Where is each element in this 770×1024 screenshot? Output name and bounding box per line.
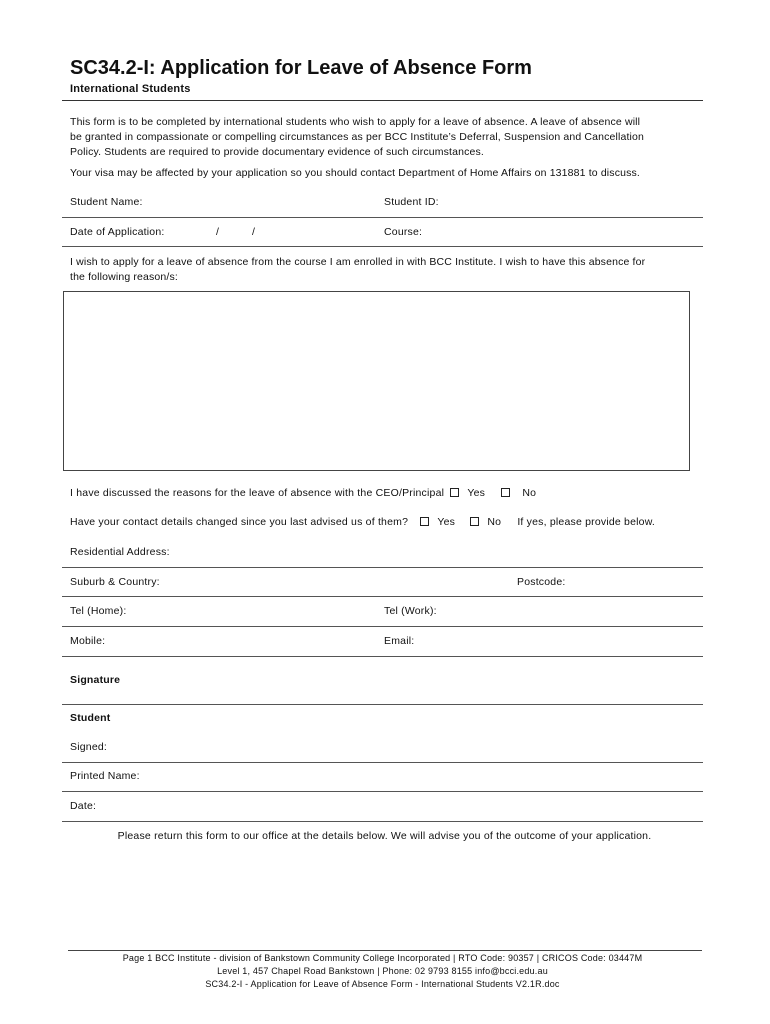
tel-home-label: Tel (Home): (70, 605, 127, 617)
footer (62, 952, 703, 991)
intro-line: Policy. Students are required to provide documentary evidence of such circumstances. (70, 146, 484, 158)
course-label: Course: (384, 226, 423, 238)
student-name-line[interactable] (62, 217, 703, 218)
divider (62, 100, 703, 101)
suburb-line[interactable] (62, 596, 703, 597)
residential-address-label: Residential Address: (70, 546, 170, 558)
intro-paragraph (70, 115, 702, 160)
postcode-label: Postcode: (517, 576, 566, 588)
return-note: Please return this form to our office at the details below. We will advise you of the outcome of your application. (117, 830, 652, 842)
yes-checkbox[interactable] (420, 517, 429, 526)
signature-heading: Signature (70, 674, 121, 686)
question-text: I have discussed the reasons for the leave of absence with the CEO/Principal (70, 487, 445, 499)
student-heading: Student (70, 712, 111, 724)
date-separator: / (252, 226, 256, 238)
date-label: Date: (70, 800, 97, 812)
printed-name-line[interactable] (62, 791, 703, 792)
email-label: Email: (384, 635, 415, 647)
question-text: Have your contact details changed since you last advised us of them? (70, 516, 409, 528)
date-separator: / (216, 226, 220, 238)
date-line[interactable] (62, 821, 703, 822)
tel-work-label: Tel (Work): (384, 605, 437, 617)
footer-line: Page 1 BCC Institute - division of Bankstown Community College Incorporated | RTO Code: 90357 | CRICOS Code: 03447M (122, 953, 643, 963)
printed-name-label: Printed Name: (70, 770, 140, 782)
footer-line: Level 1, 457 Chapel Road Bankstown | Phone: 02 9793 8155 info@bcci.edu.au (217, 966, 548, 976)
date-course-line[interactable] (62, 246, 703, 247)
yes-label: Yes (467, 487, 486, 499)
date-of-application-label: Date of Application: (70, 226, 165, 238)
if-yes-note: If yes, please provide below. (517, 516, 656, 528)
no-label: No (487, 516, 502, 528)
question-ceo-discussion (70, 487, 536, 499)
visa-note: Your visa may be affected by your application so you should contact Department of Home Affairs on 131881 to discuss. (70, 167, 640, 179)
yes-checkbox[interactable] (450, 488, 459, 497)
divider (62, 704, 703, 705)
signed-line[interactable] (62, 762, 703, 763)
intro-line: This form is to be completed by international students who wish to apply for a leave of absence. A leave of absence will (70, 116, 641, 128)
yes-label: Yes (437, 516, 456, 528)
question-contact-changed (70, 516, 655, 528)
student-id-label: Student ID: (384, 196, 439, 208)
residential-address-line[interactable] (62, 567, 703, 568)
suburb-country-label: Suburb & Country: (70, 576, 160, 588)
no-checkbox[interactable] (501, 488, 510, 497)
mobile-label: Mobile: (70, 635, 106, 647)
intro-line: be granted in compassionate or compelling circumstances as per BCC Institute’s Deferral, Suspension and Cancellation (70, 131, 644, 143)
reason-line: the following reason/s: (70, 271, 178, 283)
no-label: No (522, 487, 537, 499)
signed-label: Signed: (70, 741, 108, 753)
reason-instruction (70, 255, 702, 285)
student-name-label: Student Name: (70, 196, 143, 208)
form-subtitle: International Students (70, 83, 191, 95)
mobile-email-line[interactable] (62, 656, 703, 657)
footer-line: SC34.2-I - Application for Leave of Absence Form - International Students V2.1R.doc (205, 979, 560, 989)
reason-text-box[interactable] (63, 291, 690, 471)
tel-line[interactable] (62, 626, 703, 627)
footer-divider (68, 950, 702, 951)
form-title: SC34.2-I: Application for Leave of Absence Form (70, 57, 532, 79)
reason-line: I wish to apply for a leave of absence from the course I am enrolled in with BCC Institute. I wish to have this absence for (70, 256, 646, 268)
no-checkbox[interactable] (470, 517, 479, 526)
